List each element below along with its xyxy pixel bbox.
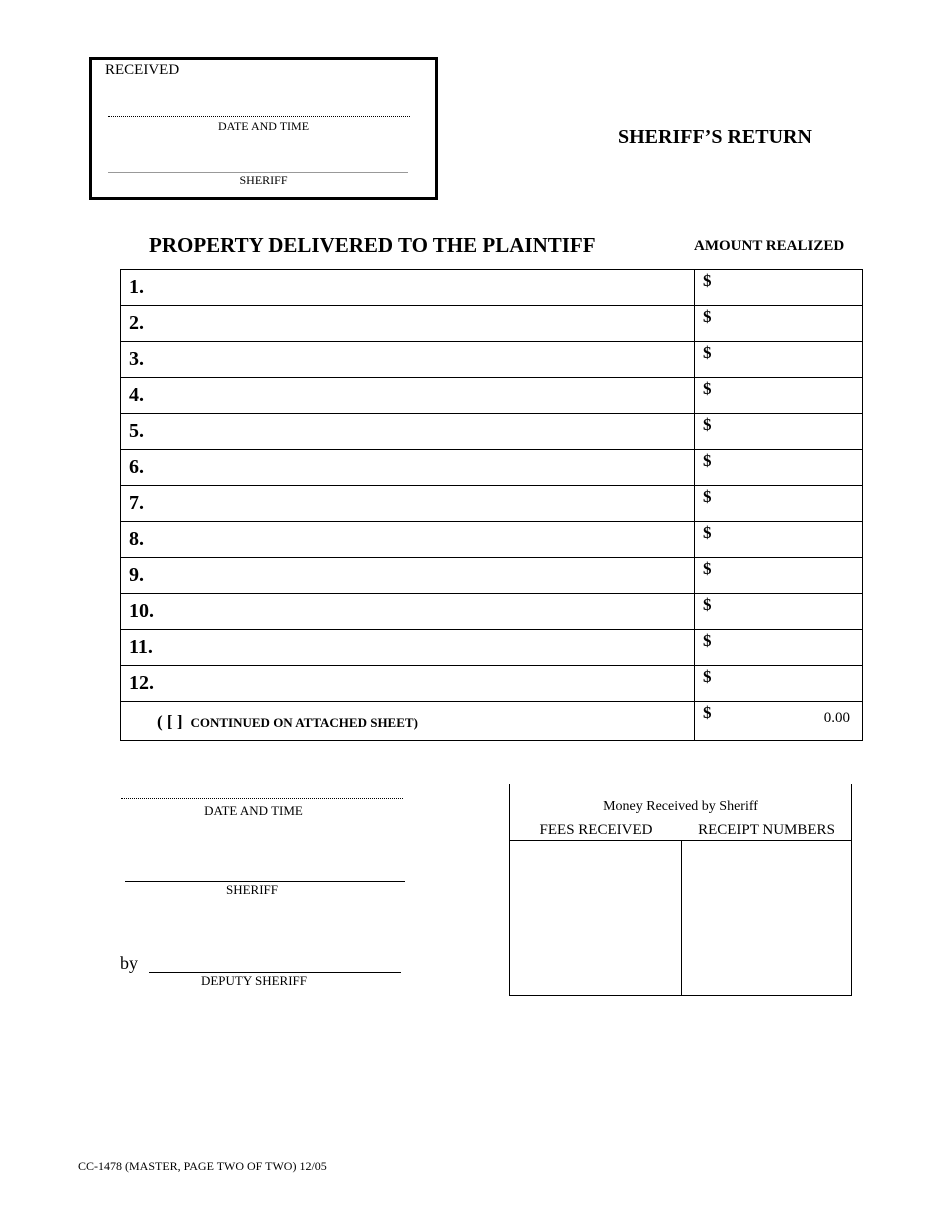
dollar-sign: $ [703,703,712,722]
received-date-time-line[interactable] [108,116,410,117]
amount-cell[interactable] [695,666,863,702]
amount-cell[interactable] [695,306,863,342]
amount-cell[interactable] [695,594,863,630]
dollar-sign: $ [703,667,712,686]
property-item-cell[interactable] [121,666,695,702]
property-item-number: 5. [129,420,144,442]
dollar-sign: $ [703,487,712,506]
property-item-number: 8. [129,528,144,550]
amount-realized-heading: AMOUNT REALIZED [694,238,845,254]
property-row [121,270,863,306]
money-received-box [509,784,852,996]
amount-cell[interactable] [695,414,863,450]
amount-cell[interactable] [695,342,863,378]
amount-cell[interactable] [695,522,863,558]
amount-cell[interactable] [695,378,863,414]
form-id: CC-1478 (MASTER, PAGE TWO OF TWO) 12/05 [78,1159,327,1173]
fees-received-header: FEES RECEIVED [539,822,653,838]
property-item-cell[interactable] [121,558,695,594]
property-item-number: 4. [129,384,144,406]
deputy-signature-label: DEPUTY SHERIFF [200,973,308,988]
property-item-number: 3. [129,348,144,370]
amount-cell[interactable] [695,270,863,306]
receipt-numbers-header: RECEIPT NUMBERS [698,822,835,838]
sheriff-signature-label: SHERIFF [225,882,279,897]
property-item-cell[interactable] [121,306,695,342]
received-date-time-label: DATE AND TIME [217,119,310,133]
property-table [120,269,863,741]
property-row [121,630,863,666]
property-row [121,414,863,450]
return-date-time-line[interactable] [121,798,403,799]
property-item-number: 12. [129,672,154,694]
property-row [121,558,863,594]
property-item-number: 1. [129,276,144,298]
dollar-sign: $ [703,271,712,290]
continued-label: CONTINUED ON ATTACHED SHEET) [190,714,418,730]
property-item-cell[interactable] [121,522,695,558]
page-title: SHERIFF’S RETURN [618,126,812,148]
dollar-sign: $ [703,631,712,650]
received-sheriff-label: SHERIFF [239,173,288,187]
property-item-number: 7. [129,492,144,514]
dollar-sign: $ [703,523,712,542]
by-label: by [120,953,138,973]
property-item-cell[interactable] [121,594,695,630]
received-label: RECEIVED [105,62,180,78]
dollar-sign: $ [703,595,712,614]
dollar-sign: $ [703,343,712,362]
dollar-sign: $ [703,379,712,398]
money-received-title: Money Received by Sheriff [603,799,758,814]
property-item-number: 11. [129,636,153,658]
received-box [89,57,438,200]
continued-row [121,702,863,741]
property-row [121,306,863,342]
property-item-cell[interactable] [121,414,695,450]
amount-cell[interactable] [695,558,863,594]
property-heading: PROPERTY DELIVERED TO THE PLAINTIFF [149,233,596,257]
property-item-cell[interactable] [121,630,695,666]
money-column-divider [681,840,682,995]
property-row [121,522,863,558]
property-item-number: 6. [129,456,144,478]
continued-cell [121,702,695,741]
total-amount-cell[interactable] [695,702,863,741]
continued-checkbox[interactable]: ( [ ] [157,711,183,731]
property-item-cell[interactable] [121,450,695,486]
amount-cell[interactable] [695,486,863,522]
property-item-number: 9. [129,564,144,586]
total-amount-value: 0.00 [823,710,850,726]
property-row [121,378,863,414]
dollar-sign: $ [703,415,712,434]
dollar-sign: $ [703,559,712,578]
amount-cell[interactable] [695,630,863,666]
property-row [121,486,863,522]
property-row [121,594,863,630]
property-row [121,450,863,486]
amount-cell[interactable] [695,450,863,486]
property-item-cell[interactable] [121,342,695,378]
property-item-cell[interactable] [121,378,695,414]
dollar-sign: $ [703,451,712,470]
property-item-number: 10. [129,600,154,622]
property-row [121,342,863,378]
property-item-cell[interactable] [121,270,695,306]
property-item-number: 2. [129,312,144,334]
property-row [121,666,863,702]
property-item-cell[interactable] [121,486,695,522]
dollar-sign: $ [703,307,712,326]
return-date-time-label: DATE AND TIME [204,803,303,818]
